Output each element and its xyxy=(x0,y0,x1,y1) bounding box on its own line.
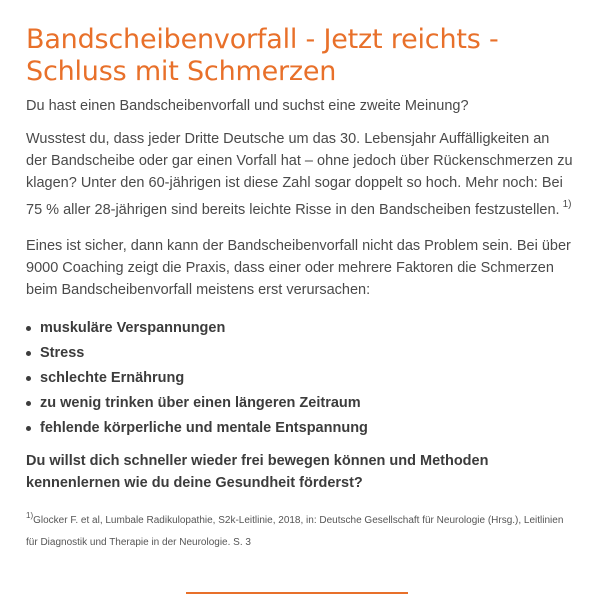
article xyxy=(26,24,574,554)
paragraph-statistics-text: Wusstest du, dass jeder Dritte Deutsche um das 30. Lebensjahr Auffälligkeiten an der Bandscheibe oder gar einen Vorfall hat – ohne jedoch über Rückenschmerzen zu klagen? Unter den 60-jährigen ist diese Zahl sogar doppelt so hoch. Mehr noch: Bei 75 % aller 28-jährigen sind bereits leichte Risse in den Bandscheiben festzustellen. xyxy=(26,131,573,218)
intro-text: Du hast einen Bandscheibenvorfall und suchst eine zweite Meinung? xyxy=(26,98,469,114)
list-item: muskuläre Verspannungen xyxy=(26,316,574,341)
page-title: Bandscheibenvorfall - Jetzt reichts - Schluss mit Schmerzen xyxy=(26,24,499,87)
list-item: zu wenig trinken über einen längeren Zeitraum xyxy=(26,391,574,416)
paragraph-causes: Eines ist sicher, dann kann der Bandscheibenvorfall nicht das Problem sein. Bei über 9000 Coaching zeigt die Praxis, dass einer oder mehrere Faktoren die Schmerzen beim Bandscheibenvorfall meistens erst verursachen: xyxy=(26,238,571,298)
section-divider xyxy=(186,592,408,594)
list-item: schlechte Ernährung xyxy=(26,366,574,391)
call-to-action-text: Du willst dich schneller wieder frei bewegen können und Methoden kennenlernen wie du deine Gesundheit förderst? xyxy=(26,453,489,491)
footnote xyxy=(26,505,574,554)
list-item: Stress xyxy=(26,341,574,366)
factors-list xyxy=(26,316,574,441)
footnote-mark: 1) xyxy=(26,511,34,520)
footnote-text: Glocker F. et al, Lumbale Radikulopathie, S2k-Leitlinie, 2018, in: Deutsche Gesellschaft für Neurologie (Hrsg.), Leitlinien für Diagnostik und Therapie in der Neurologie. S. 3 xyxy=(26,515,564,548)
footnote-reference: 1) xyxy=(562,199,572,210)
paragraph-statistics xyxy=(26,128,574,221)
list-item: fehlende körperliche und mentale Entspannung xyxy=(26,416,574,441)
